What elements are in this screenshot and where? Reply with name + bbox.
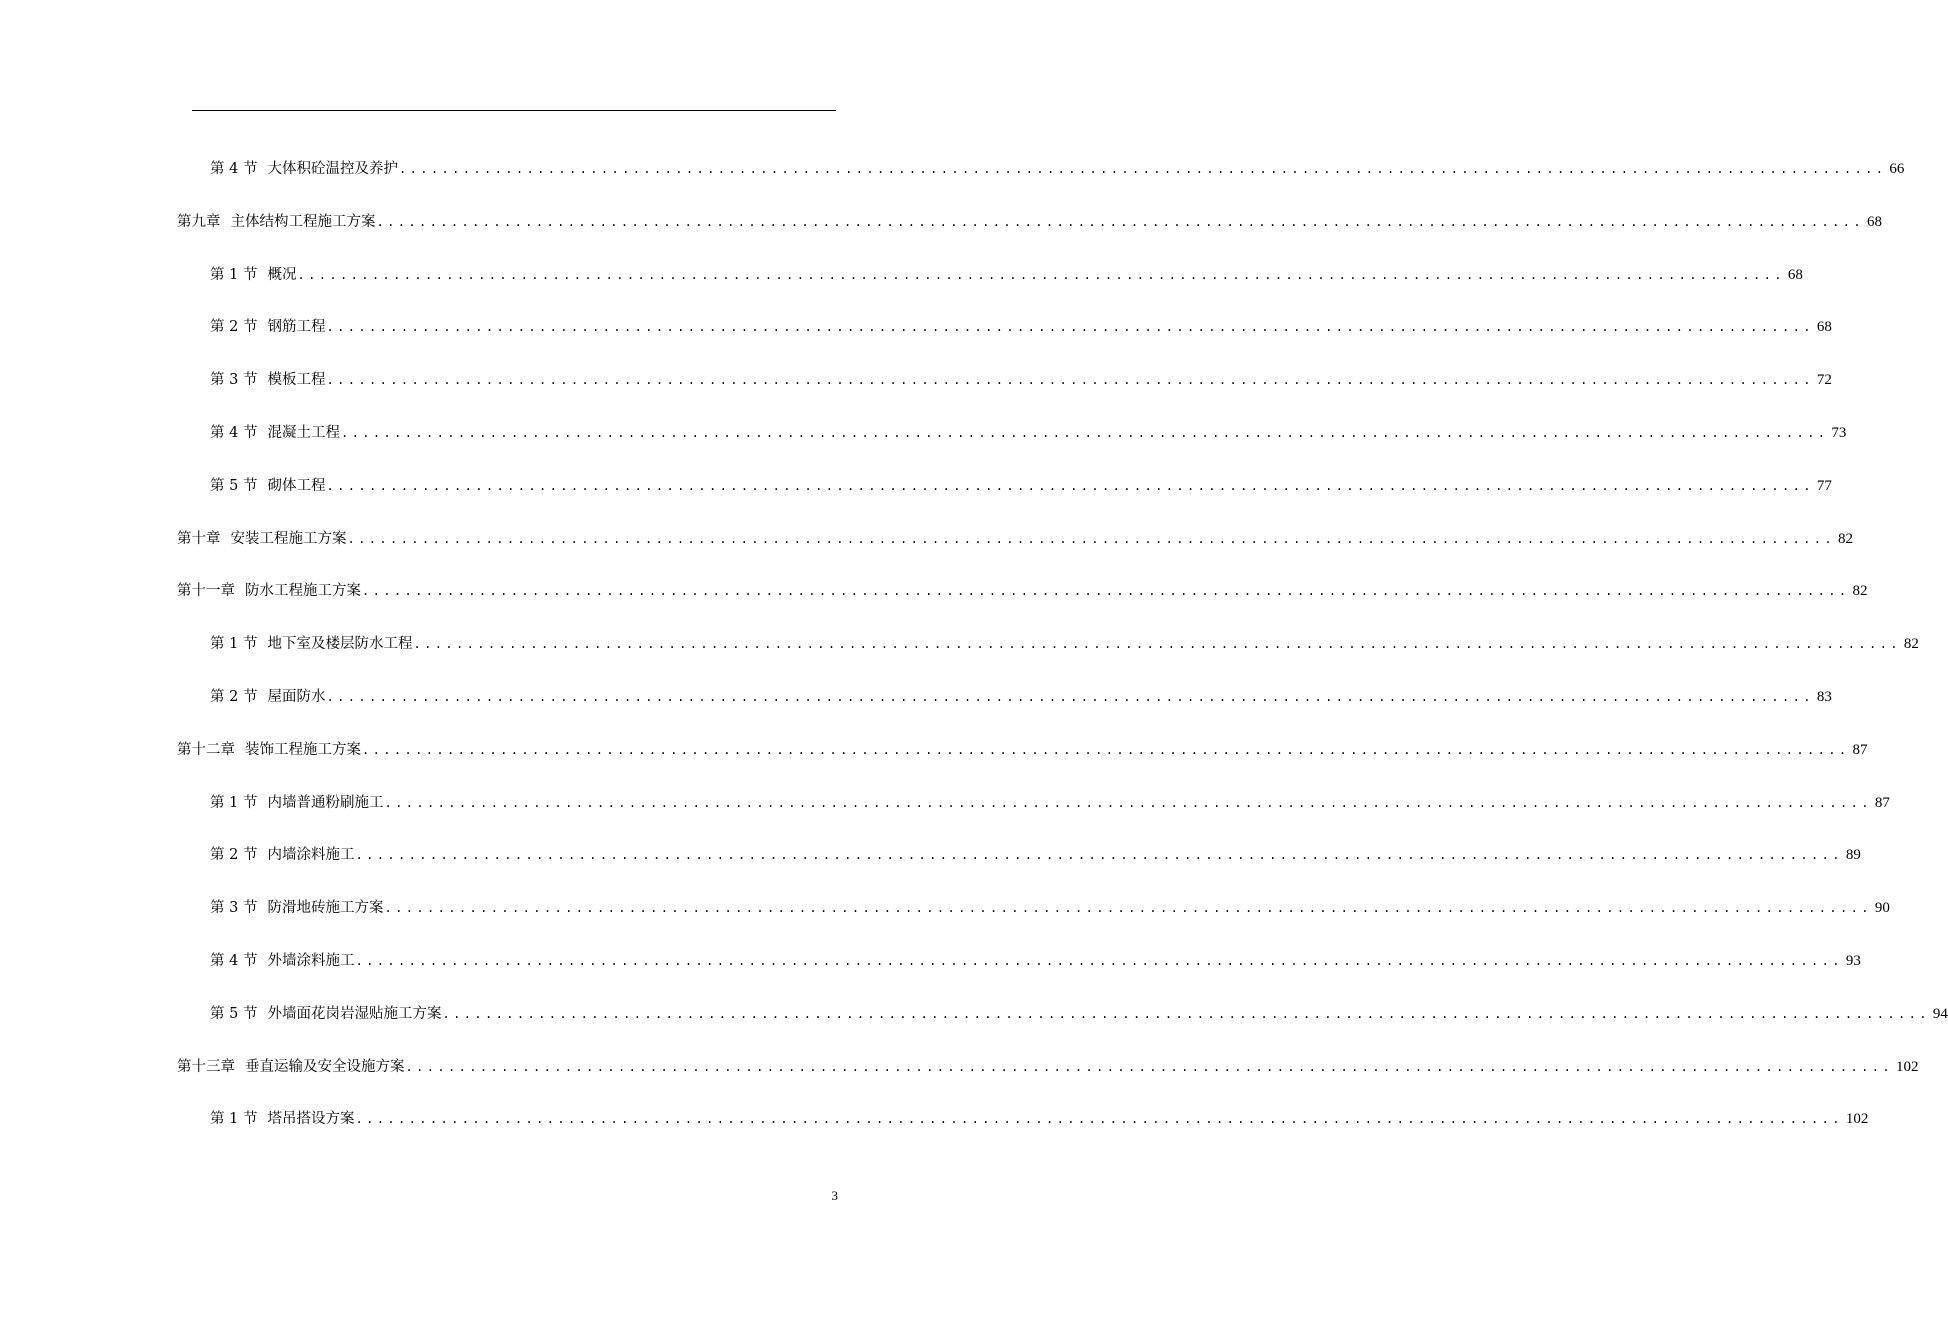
toc-entry-number: 第 4 节 <box>210 953 258 969</box>
toc-entry-number: 第十三章 <box>177 1058 235 1075</box>
toc-entry-page: 68 <box>1816 319 1832 336</box>
toc-entry-number: 第 2 节 <box>210 319 258 336</box>
toc-entry-number: 第 2 节 <box>210 689 258 705</box>
toc-entry-number: 第 3 节 <box>210 900 258 917</box>
toc-section-entry[interactable] <box>210 950 1861 972</box>
toc-dot-leader: ............................................................................................................................................ <box>398 162 1887 176</box>
toc-entry-number: 第十一章 <box>177 583 235 600</box>
toc-entry-number: 第十章 <box>177 530 221 547</box>
toc-entry-page: 82 <box>1837 530 1853 547</box>
toc-section-entry[interactable] <box>210 897 1890 919</box>
toc-entry-title: 内墙涂料施工 <box>267 847 355 864</box>
toc-entry-title: 垂直运输及安全设施方案 <box>245 1058 405 1075</box>
toc-entry-title: 外墙涂料施工 <box>267 953 355 969</box>
toc-section-entry[interactable] <box>210 158 1905 180</box>
toc-entry-page: 87 <box>1874 794 1890 811</box>
toc-entry-number: 第 3 节 <box>210 372 258 389</box>
toc-dot-leader: ............................................................................................................................................ <box>355 954 1843 968</box>
toc-entry-page: 68 <box>1787 266 1803 283</box>
toc-entry-title: 安装工程施工方案 <box>230 530 347 547</box>
toc-entry-title: 装饰工程施工方案 <box>245 741 361 758</box>
toc-chapter-entry[interactable] <box>177 1056 1919 1078</box>
toc-section-entry[interactable] <box>210 844 1861 866</box>
toc-dot-leader: ............................................................................................................................................ <box>326 478 1814 493</box>
toc-chapter-entry[interactable] <box>177 528 1853 550</box>
toc-dot-leader: ............................................................................................................................................ <box>405 1059 1893 1074</box>
toc-entry-page: 102 <box>1845 1111 1869 1128</box>
toc-section-entry[interactable] <box>210 422 1847 444</box>
toc-entry-title: 内墙普通粉刷施工 <box>267 794 384 811</box>
toc-dot-leader: ............................................................................................................................................ <box>326 320 1814 335</box>
toc-section-entry[interactable] <box>210 792 1890 814</box>
toc-entry-number: 第 1 节 <box>210 794 258 811</box>
toc-entry-page: 90 <box>1874 900 1890 917</box>
toc-entry-number: 第 4 节 <box>210 425 258 441</box>
toc-entry-title: 防滑地砖施工方案 <box>267 900 384 917</box>
toc-dot-leader: ............................................................................................................................................ <box>340 426 1829 440</box>
toc-entry-title: 防水工程施工方案 <box>245 583 361 600</box>
toc-entry-number: 第 2 节 <box>210 847 258 864</box>
toc-chapter-entry[interactable] <box>177 211 1882 233</box>
toc-dot-leader: ............................................................................................................................................ <box>442 1006 1930 1021</box>
toc-entry-number: 第 5 节 <box>210 477 258 494</box>
toc-section-entry[interactable] <box>210 369 1832 391</box>
toc-entry-page: 82 <box>1903 636 1919 653</box>
toc-entry-title: 概况 <box>267 266 297 283</box>
toc-entry-page: 77 <box>1816 477 1832 494</box>
toc-entry-page: 73 <box>1831 425 1847 441</box>
toc-section-entry[interactable] <box>210 316 1832 338</box>
toc-dot-leader: ............................................................................................................................................ <box>362 584 1850 599</box>
toc-entry-number: 第十二章 <box>177 741 235 758</box>
toc-entry-page: 72 <box>1816 372 1832 389</box>
toc-chapter-entry[interactable] <box>177 739 1868 761</box>
toc-entry-number: 第 5 节 <box>210 1005 258 1022</box>
toc-entry-number: 第 1 节 <box>210 1111 258 1128</box>
toc-entry-page: 102 <box>1895 1058 1919 1075</box>
toc-entry-title: 外墙面花岗岩湿贴施工方案 <box>267 1005 442 1022</box>
toc-entry-page: 93 <box>1845 953 1861 969</box>
toc-dot-leader: ............................................................................................................................................ <box>413 637 1901 652</box>
toc-section-entry[interactable] <box>210 686 1832 708</box>
toc-entry-page: 66 <box>1889 161 1905 177</box>
toc-entry-title: 大体积砼温控及养护 <box>267 161 398 177</box>
toc-entry-title: 屋面防水 <box>267 689 326 705</box>
toc-entry-title: 混凝土工程 <box>267 425 340 441</box>
toc-entry-page: 89 <box>1845 847 1861 864</box>
toc-dot-leader: ............................................................................................................................................ <box>384 795 1872 810</box>
toc-entry-page: 68 <box>1866 213 1882 230</box>
toc-section-entry[interactable] <box>210 633 1919 655</box>
toc-entry-title: 模板工程 <box>267 372 326 389</box>
toc-entry-title: 地下室及楼层防水工程 <box>267 636 413 653</box>
toc-entry-page: 83 <box>1816 689 1832 705</box>
toc-entry-page: 82 <box>1852 583 1868 600</box>
toc-dot-leader: ............................................................................................................................................ <box>362 742 1850 757</box>
toc-entry-number: 第 4 节 <box>210 161 258 177</box>
toc-section-entry[interactable] <box>210 1108 1869 1130</box>
toc-section-entry[interactable] <box>210 1003 1948 1025</box>
toc-entry-title: 砌体工程 <box>267 477 326 494</box>
toc-dot-leader: ............................................................................................................................................ <box>326 373 1814 388</box>
toc-entry-title: 主体结构工程施工方案 <box>230 213 376 230</box>
toc-dot-leader: ............................................................................................................................................ <box>384 901 1872 916</box>
toc-dot-leader: ............................................................................................................................................ <box>376 214 1864 229</box>
toc-section-entry[interactable] <box>210 264 1803 286</box>
toc-dot-leader: ............................................................................................................................................ <box>297 267 1785 282</box>
toc-entry-page: 87 <box>1852 741 1868 758</box>
header-rule <box>192 110 836 111</box>
page-number: 3 <box>831 1188 838 1203</box>
toc-entry-number: 第 1 节 <box>210 266 258 283</box>
toc-dot-leader: ............................................................................................................................................ <box>347 531 1835 546</box>
toc-entry-title: 钢筋工程 <box>267 319 326 336</box>
toc-section-entry[interactable] <box>210 475 1832 497</box>
toc-entry-page: 94 <box>1932 1005 1948 1022</box>
toc-dot-leader: ............................................................................................................................................ <box>355 848 1843 863</box>
toc-dot-leader: ............................................................................................................................................ <box>355 1112 1843 1127</box>
toc-chapter-entry[interactable] <box>177 580 1868 602</box>
toc-entry-number: 第九章 <box>177 213 221 230</box>
toc-dot-leader: ............................................................................................................................................ <box>326 690 1814 704</box>
toc-entry-title: 塔吊搭设方案 <box>267 1111 355 1128</box>
toc-entry-number: 第 1 节 <box>210 636 258 653</box>
